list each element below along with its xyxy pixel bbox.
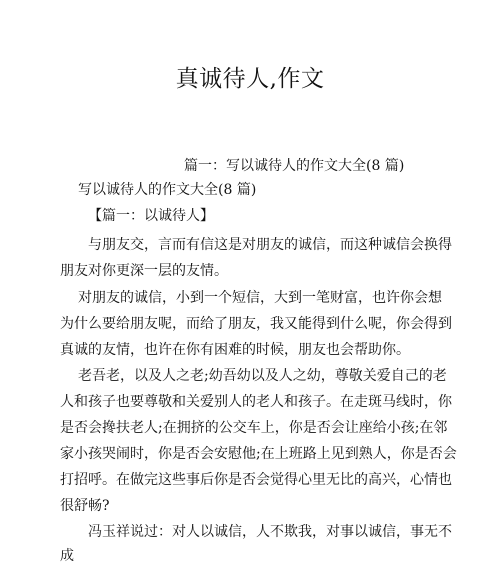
paragraph-line: 与朋友交，言而有信这是对朋友的诚信，而这种诚信会换得: [88, 237, 452, 253]
paragraph-line: 朋友对你更深一层的友情。: [60, 263, 228, 279]
paragraph-line: 冯玉祥说过：对人以诚信，人不欺我，对事以诚信，事无不: [88, 524, 452, 540]
paragraph-line: 对朋友的诚信，小到一个短信，大到一笔财富，也许你会想: [78, 290, 442, 306]
section-label: 【篇一：以诚待人】: [88, 208, 214, 224]
paragraph-line: 家小孩哭闹时，你是否会安慰他;在上班路上见到熟人，你是否会: [60, 446, 457, 462]
paragraph-line: 真诚的友情，也许在你有困难的时候，朋友也会帮助你。: [60, 342, 410, 358]
paragraph-line: 打招呼。在做完这些事后你是否会觉得心里无比的高兴，心情也: [60, 472, 452, 488]
article-heading: 写以诚待人的作文大全(8 篇): [78, 182, 257, 198]
paragraph-line: 是否会搀扶老人;在拥挤的公交车上，你是否会让座给小孩;在邻: [60, 420, 448, 436]
paragraph-line: 人和孩子也要尊敬和关爱别人的老人和孩子。在走斑马线时，你: [60, 394, 452, 410]
paragraph-line: 为什么要给朋友呢，而给了朋友，我又能得到什么呢，你会得到: [60, 316, 452, 332]
paragraph-line: 成: [60, 548, 74, 564]
document-subtitle: 篇一：写以诚待人的作文大全(8 篇): [184, 158, 405, 174]
document-title: 真诚待人,作文: [175, 66, 325, 92]
paragraph-line: 老吾老，以及人之老;幼吾幼以及人之幼，尊敬关爱自己的老: [78, 368, 447, 384]
paragraph-line: 很舒畅?: [60, 498, 110, 514]
